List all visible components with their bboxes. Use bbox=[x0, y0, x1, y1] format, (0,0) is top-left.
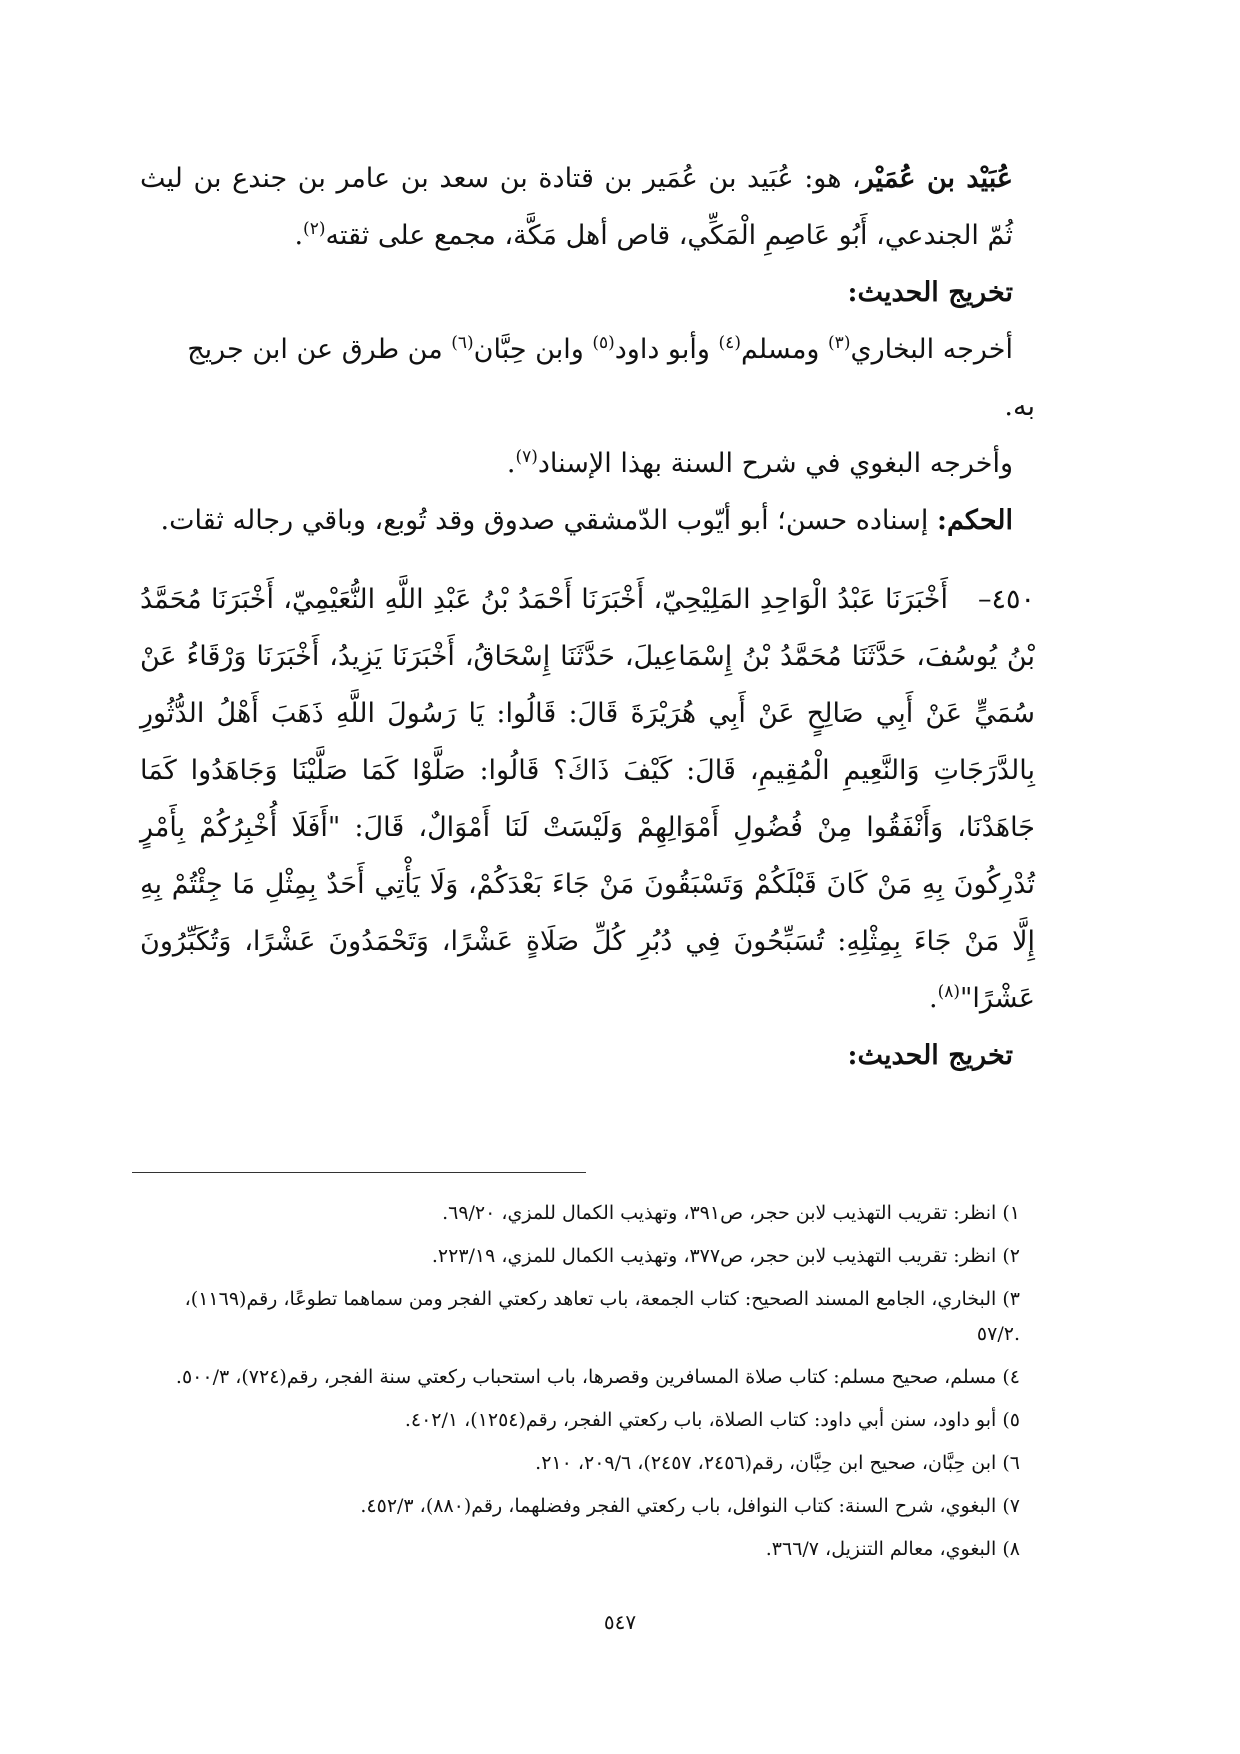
hadith-450 bbox=[140, 571, 1035, 1027]
takhrij-ibnhibban: وابن حِبَّان bbox=[473, 334, 593, 365]
footnote-3 bbox=[132, 1282, 1020, 1352]
footnote-4: ٤) مسلم، صحيح مسلم: كتاب صلاة المسافرين وقصرها، باب استحباب ركعتي سنة الفجر، رقم(٧٢٤)، ٥٠٠/٣. bbox=[175, 1366, 1020, 1388]
hukm-label: الحكم: bbox=[936, 505, 1013, 536]
footnote-separator bbox=[132, 1172, 586, 1173]
takhrij-paragraph bbox=[140, 321, 1035, 378]
section-heading-takhrij-2: تخريج الحديث: bbox=[847, 1040, 1013, 1071]
hadith-number: ٤٥٠– bbox=[977, 584, 1035, 615]
footnote-ref-6[interactable]: (٦) bbox=[451, 333, 474, 353]
page-number: ٥٤٧ bbox=[603, 1610, 637, 1634]
takhrij-muslim: ومسلم bbox=[740, 334, 829, 365]
bio-end: . bbox=[294, 220, 304, 251]
footnote-ref-8[interactable]: (٨) bbox=[937, 982, 960, 1002]
footnote-1: ١) انظر: تقريب التهذيب لابن حجر، ص٣٩١، وتهذيب الكمال للمزي، ٦٩/٢٠. bbox=[442, 1202, 1020, 1224]
footnote-ref-4[interactable]: (٤) bbox=[718, 333, 741, 353]
footnote-ref-2[interactable]: (٢) bbox=[303, 219, 326, 239]
narrator-bio-line2: ليث ثُمّ الجندعي، أَبُو عَاصِمِ الْمَكِّي، قاص أهل مَكَّة، مجمع على ثقته bbox=[140, 163, 1013, 251]
footnote-6: ٦) ابن حِبَّان، صحيح ابن حِبَّان، رقم(٢٤٥٦، ٢٤٥٧)، ٢٠٩/٦، ٢١٠. bbox=[535, 1452, 1020, 1474]
takhrij-baghawi bbox=[140, 435, 1035, 492]
takhrij-baghawi-text: وأخرجه البغوي في شرح السنة بهذا الإسناد bbox=[537, 448, 1013, 479]
footnote-8: ٨) البغوي، معالم التنزيل، ٣٦٦/٧. bbox=[765, 1538, 1020, 1560]
section-heading-takhrij: تخريج الحديث: bbox=[847, 277, 1013, 308]
takhrij-bukhari: أخرجه البخاري bbox=[850, 334, 1013, 365]
footnote-3-text: ٣) البخاري، الجامع المسند الصحيح: كتاب الجمعة، باب تعاهد ركعتي الفجر ومن سماهما تطوعًا، رقم(١١٦٩)، bbox=[184, 1288, 1020, 1310]
takhrij-turuq: من طرق عن ابن جريج bbox=[187, 334, 452, 365]
footnote-ref-5[interactable]: (٥) bbox=[592, 333, 615, 353]
takhrij-abudawud: وأبو داود bbox=[614, 334, 719, 365]
footnote-7: ٧) البغوي، شرح السنة: كتاب النوافل، باب ركعتي الفجر وفضلهما، رقم(٨٨٠)، ٤٥٢/٣. bbox=[360, 1495, 1020, 1517]
narrator-name: عُبَيْد بن عُمَيْر bbox=[860, 163, 1013, 194]
footnote-3-continuation: .٥٧/٢ bbox=[976, 1323, 1020, 1345]
footnotes bbox=[132, 1196, 1020, 1575]
hadith-end: . bbox=[928, 983, 938, 1014]
narrator-bio bbox=[140, 150, 1035, 264]
footnote-ref-7[interactable]: (٧) bbox=[515, 447, 538, 467]
spacer bbox=[140, 549, 1035, 571]
hukm-text: إسناده حسن؛ أبو أيّوب الدّمشقي صدوق وقد تُوبع، وباقي رجاله ثقات. bbox=[160, 505, 937, 536]
footnote-2: ٢) انظر: تقريب التهذيب لابن حجر، ص٣٧٧، وتهذيب الكمال للمزي، ٢٢٣/١٩. bbox=[431, 1245, 1020, 1267]
hukm-paragraph bbox=[140, 492, 1035, 549]
takhrij-baghawi-end: . bbox=[506, 448, 516, 479]
hadith-text: أَخْبَرَنَا عَبْدُ الْوَاحِدِ المَلِيْحِيّ، أَخْبَرَنَا أَحْمَدُ بْنُ عَبْدِ اللَّهِ النُّعَيْمِيّ، أَخْبَرَنَا مُحَمَّدُ بْنُ يُوسُفَ، حَدَّثَنَا مُحَمَّدُ بْنُ إِسْمَاعِيلَ، حَدَّثَنَا إِسْحَاقُ، أَخْبَرَنَا يَزِيدُ، أَخْبَرَنَا وَرْقَاءُ عَنْ سُمَيٍّ عَنْ أَبِي صَالِحٍ عَنْ أَبِي هُرَيْرَةَ قَالَ: قَالُوا: يَا رَسُولَ اللَّهِ ذَهَبَ أَهْلُ الدُّثُورِ بِالدَّرَجَاتِ وَالنَّعِيمِ الْمُقِيمِ، قَالَ: كَيْفَ ذَاكَ؟ قَالُوا: صَلَّوْا كَمَا صَلَّيْنَا وَجَاهَدُوا كَمَا جَاهَدْنَا، وَأَنْفَقُوا مِنْ فُضُولِ أَمْوَالِهِمْ وَلَيْسَتْ لَنَا أَمْوَالٌ، قَالَ: "أَفَلَا أُخْبِرُكُمْ بِأَمْرٍ تُدْرِكُونَ بِهِ مَنْ كَانَ قَبْلَكُمْ وَتَسْبَقُونَ مَنْ جَاءَ بَعْدَكُمْ، وَلَا يَأْتِي أَحَدٌ بِمِثْلِ مَا جِئْتُمْ بِهِ إِلَّا مَنْ جَاءَ بِمِثْلِهِ: تُسَبِّحُونَ فِي دُبُرِ كُلِّ صَلَاةٍ عَشْرًا، وَتَحْمَدُونَ عَشْرًا، وَتُكَبِّرُونَ عَشْرًا" bbox=[140, 584, 1035, 1014]
takhrij-bihi: به. bbox=[1004, 391, 1035, 422]
narrator-bio-line1: ، هو: عُبَيد بن عُمَير بن قتادة بن سعد بن عامر بن جندع بن bbox=[193, 163, 861, 194]
footnote-5: ٥) أبو داود، سنن أبي داود: كتاب الصلاة، باب ركعتي الفجر، رقم(١٢٥٤)، ٤٠٢/١. bbox=[404, 1409, 1020, 1431]
footnote-ref-3[interactable]: (٣) bbox=[828, 333, 851, 353]
main-text bbox=[140, 150, 1035, 1084]
